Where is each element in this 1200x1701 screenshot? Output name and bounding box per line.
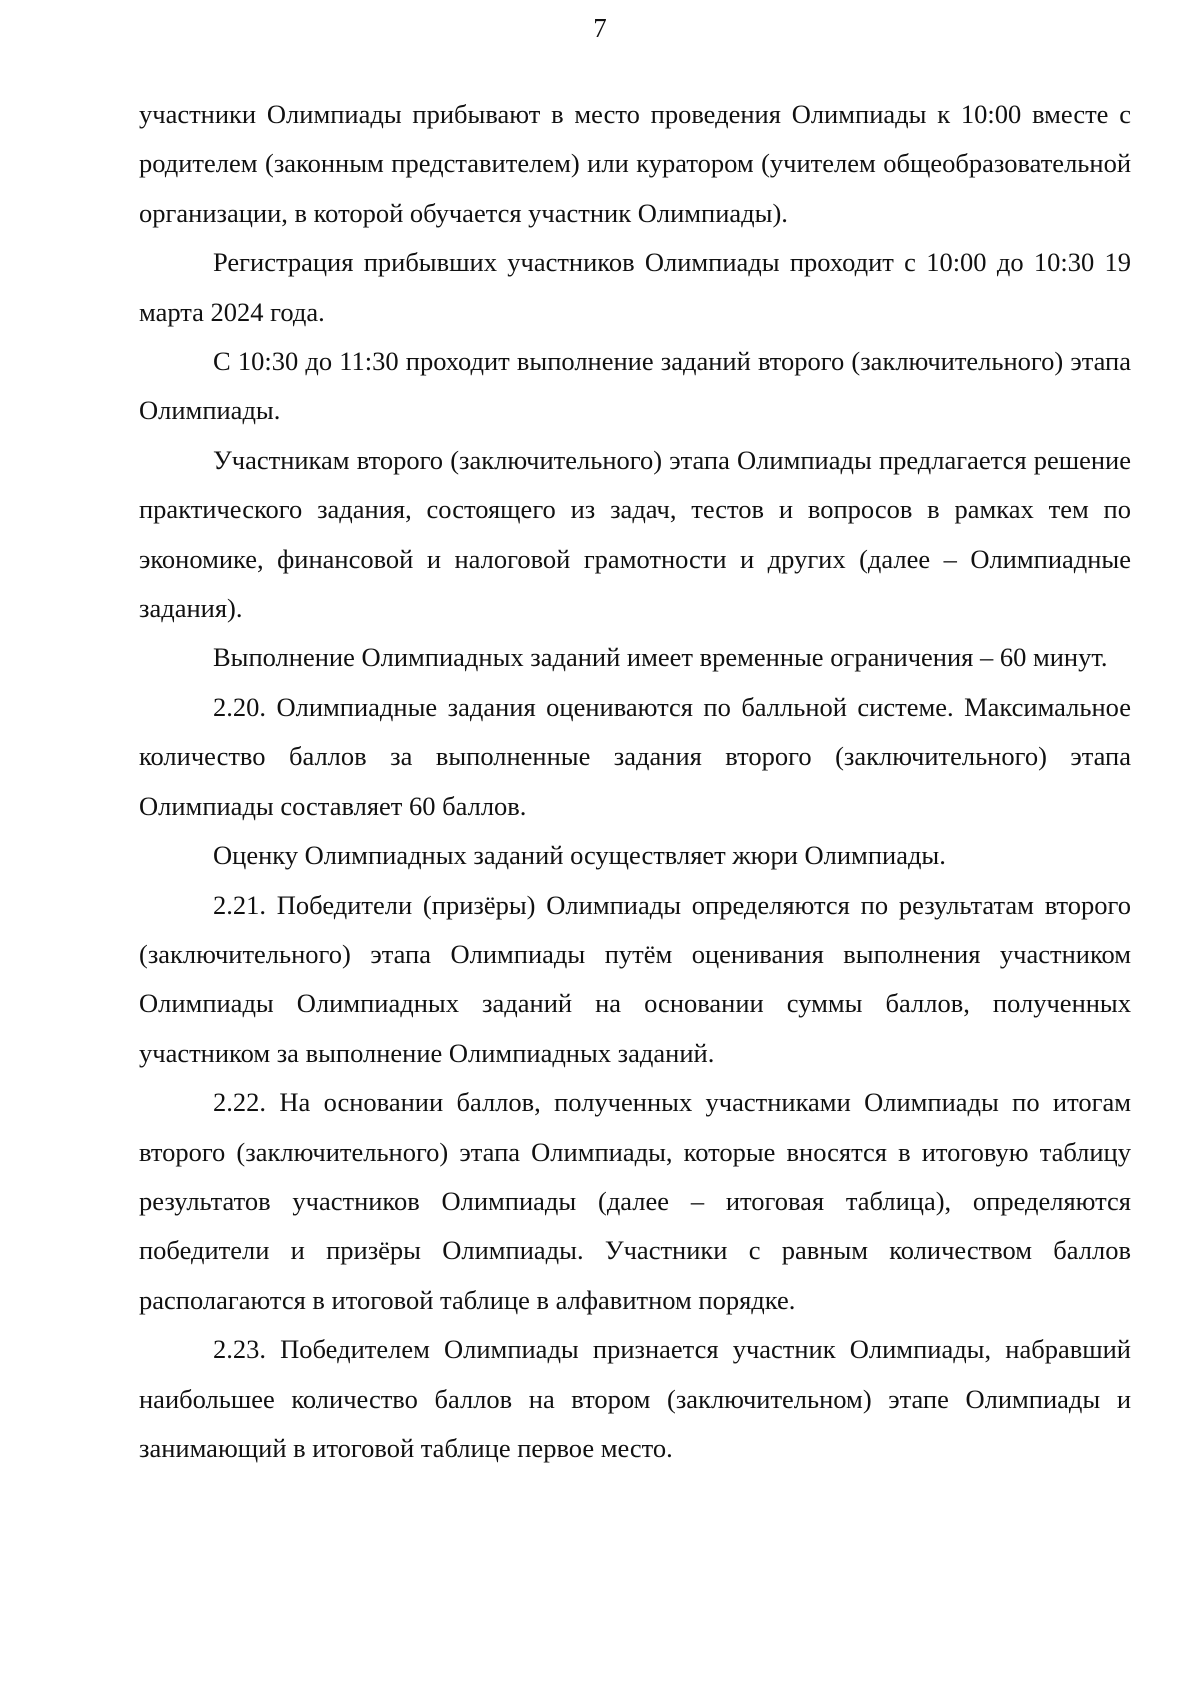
paragraph-2-20-scoring: 2.20. Олимпиадные задания оцениваются по балльной системе. Максимальное количество баллов за выполненные задания второго (заключительного) этапа Олимпиады составляет 60 баллов. (139, 691, 1131, 821)
paragraph-2-23-winner: 2.23. Победителем Олимпиады признается участник Олимпиады, набравший наибольшее количество баллов на втором (заключительном) этапе Олимпиады и занимающий в итоговой таблице первое место. (139, 1334, 1131, 1463)
paragraph-2-21-winners: 2.21. Победители (призёры) Олимпиады определяются по результатам второго (заключительного) этапа Олимпиады путём оценивания выполнения участником Олимпиады Олимпиадных заданий на основании суммы баллов, полученных участником за выполнение Олимпиадных заданий. (139, 889, 1131, 1068)
page-number: 7 (593, 13, 607, 43)
paragraph-time-limit: Выполнение Олимпиадных заданий имеет временные ограничения – 60 минут. (213, 642, 1108, 673)
paragraph-olympiad-tasks: Участникам второго (заключительного) этапа Олимпиады предлагается решение практического задания, состоящего из задач, тестов и вопросов в рамках тем по экономике, финансовой и налоговой грамотности и других (далее – Олимпиадные задания). (139, 444, 1131, 624)
paragraph-registration: Регистрация прибывших участников Олимпиады проходит с 10:00 до 10:30 19 марта 2024 года. (139, 247, 1131, 327)
paragraph-task-time: С 10:30 до 11:30 проходит выполнение заданий второго (заключительного) этапа Олимпиады. (139, 346, 1131, 426)
paragraph-jury-evaluation: Оценку Олимпиадных заданий осуществляет жюри Олимпиады. (213, 840, 946, 871)
paragraph-2-22-final-table: 2.22. На основании баллов, полученных участниками Олимпиады по итогам второго (заключительного) этапа Олимпиады, которые вносятся в итоговую таблицу результатов участников Олимпиады (далее – итоговая таблица), определяются победители и призёры Олимпиады. Участники с равным количеством баллов располагаются в итоговой таблице в алфавитном порядке. (139, 1087, 1131, 1315)
paragraph-arrival-continuation: участники Олимпиады прибывают в место проведения Олимпиады к 10:00 вместе с родителем (законным представителем) или куратором (учителем общеобразовательной организации, в которой обучается участник Олимпиады). (139, 99, 1131, 228)
document-body (139, 90, 1131, 1473)
